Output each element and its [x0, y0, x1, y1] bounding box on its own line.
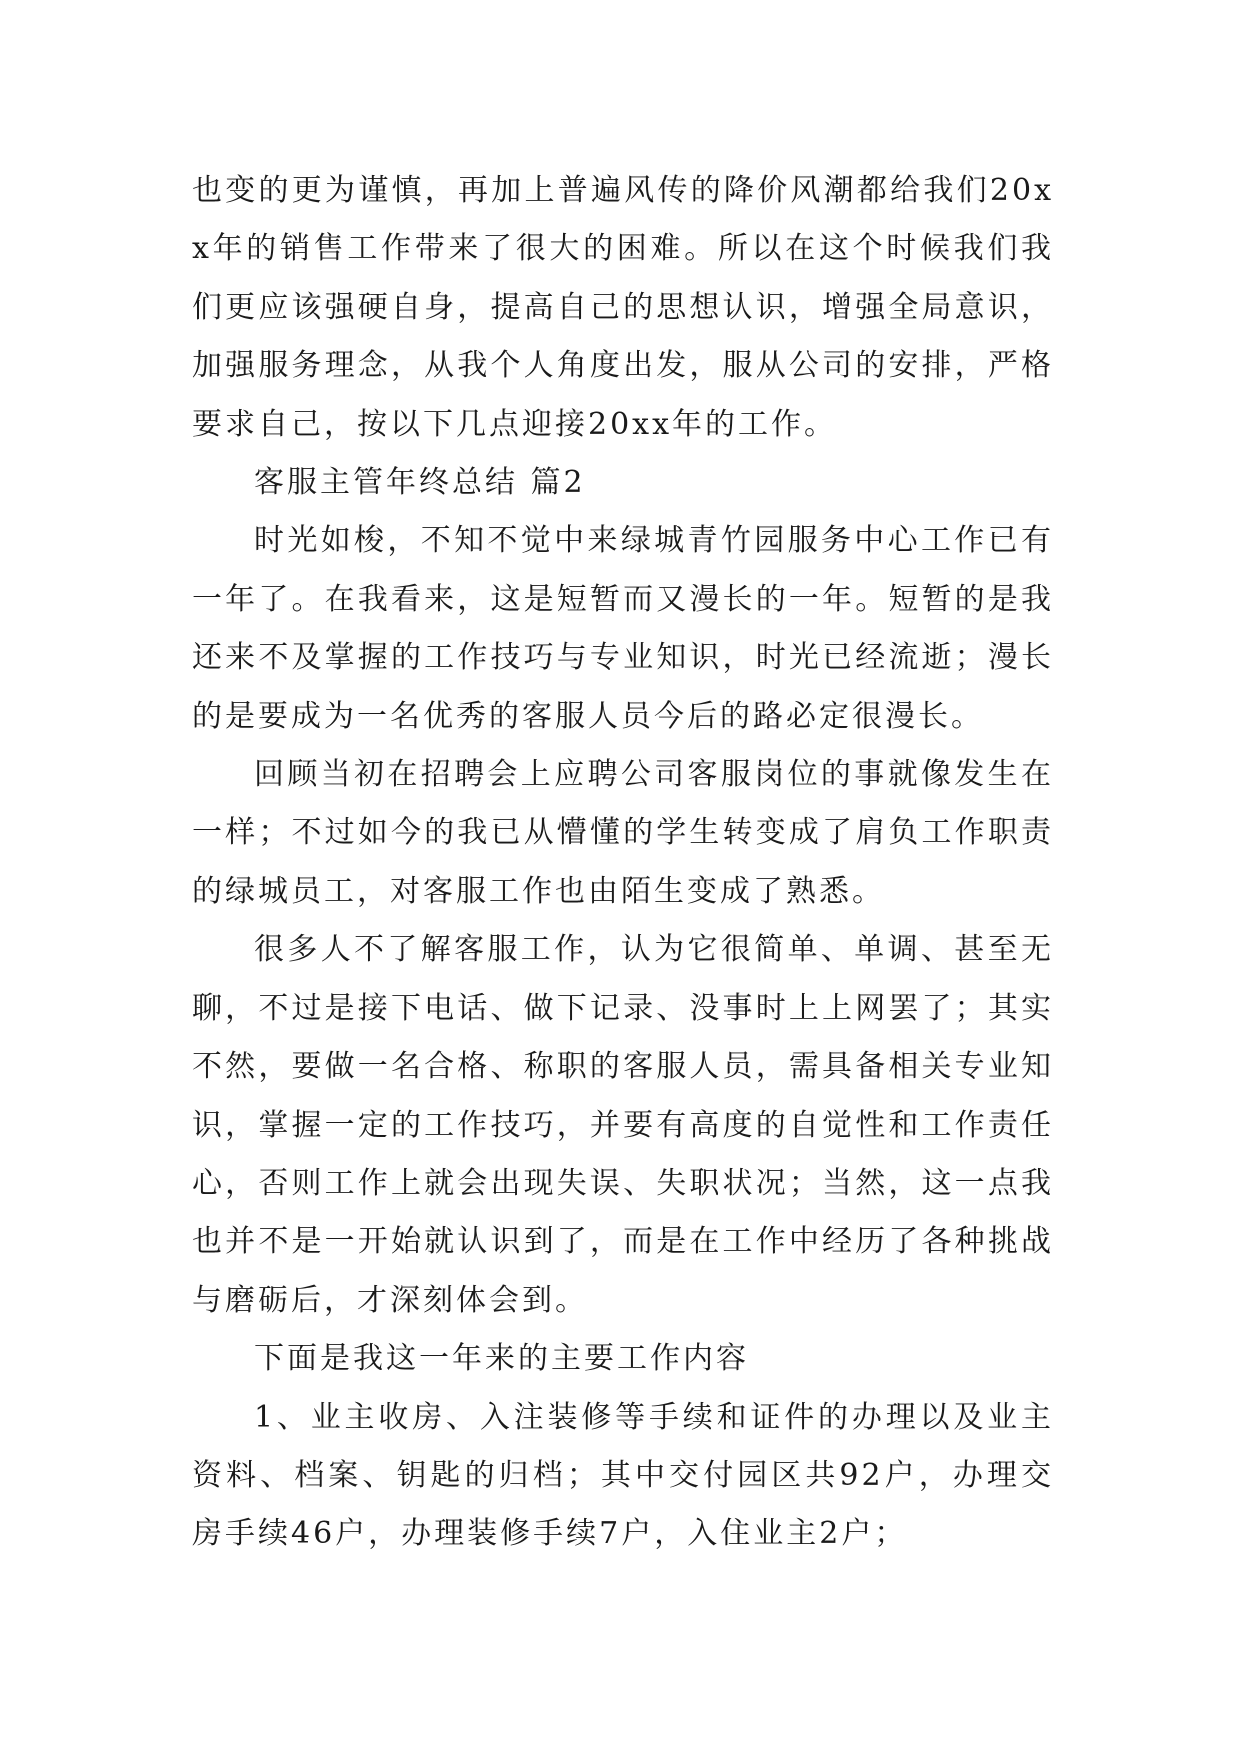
paragraph-review: 回顾当初在招聘会上应聘公司客服岗位的事就像发生在一样；不过如今的我已从懵懂的学生转变成了肩负工作职责的绿城员工，对客服工作也由陌生变成了熟悉。	[192, 757, 1054, 909]
paragraph-intro: 时光如梭，不知不觉中来绿城青竹园服务中心工作已有一年了。在我看来，这是短暂而又漫长的一年。短暂的是我还来不及掌握的工作技巧与专业知识，时光已经流逝；漫长的是要成为一名优秀的客服人员今后的路必定很漫长。	[192, 523, 1054, 734]
paragraph-work-heading: 下面是我这一年来的主要工作内容	[254, 1341, 749, 1377]
paragraph-misunderstanding: 很多人不了解客服工作，认为它很简单、单调、甚至无聊，不过是接下电话、做下记录、没事时上上网罢了；其实不然，要做一名合格、称职的客服人员，需具备相关专业知识，掌握一定的工作技巧，并要有高度的自觉性和工作责任心，否则工作上就会出现失误、失职状况；当然，这一点我也并不是一开始就认识到了，而是在工作中经历了各种挑战与磨砺后，才深刻体会到。	[192, 932, 1054, 1318]
paragraph-item-1: 1、业主收房、入注装修等手续和证件的办理以及业主资料、档案、钥匙的归档；其中交付园区共92户，办理交房手续46户，办理装修手续7户，入住业主2户；	[192, 1399, 1054, 1552]
section-heading: 客服主管年终总结 篇2	[254, 465, 586, 501]
document-page	[192, 162, 1054, 1564]
paragraph-continued: 也变的更为谨慎，再加上普遍风传的降价风潮都给我们20xx年的销售工作带来了很大的困难。所以在这个时候我们我们更应该强硬自身，提高自己的思想认识，增强全局意识，加强服务理念，从我个人角度出发，服从公司的安排，严格要求自己，按以下几点迎接20xx年的工作。	[192, 173, 1054, 442]
